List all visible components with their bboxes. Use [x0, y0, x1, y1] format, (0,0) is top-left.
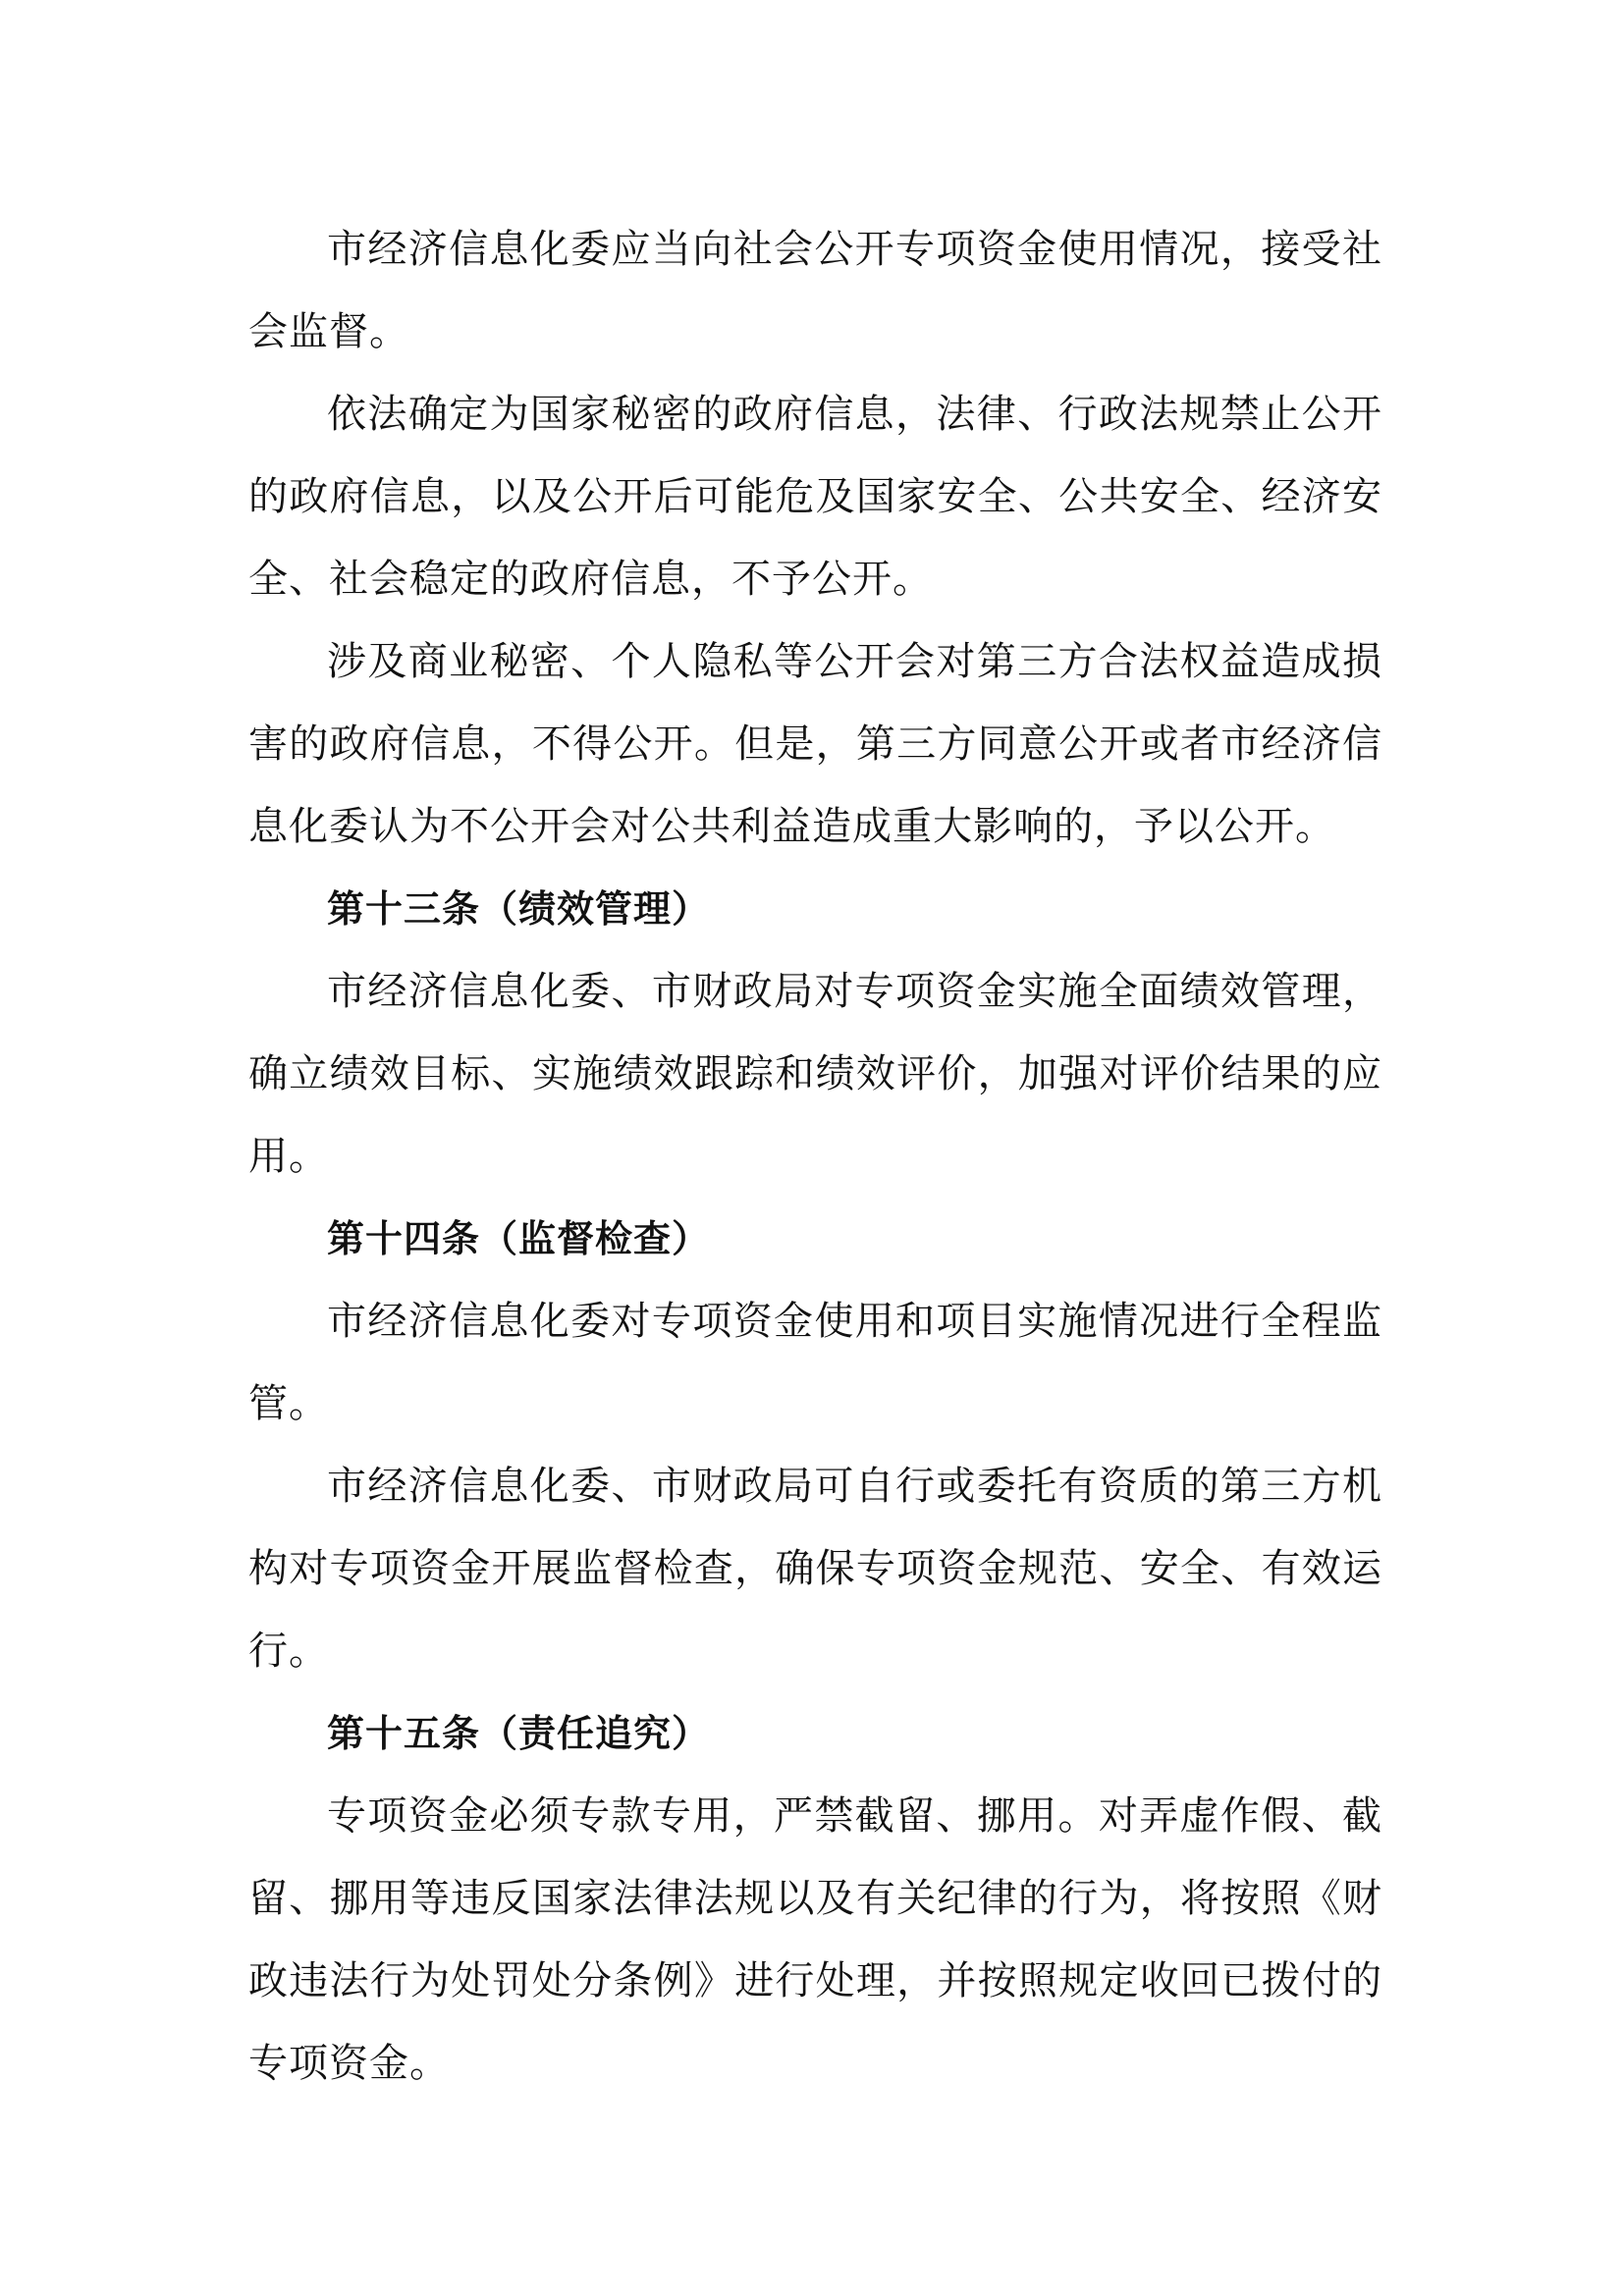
article-15-heading: 第十五条（责任追究） — [327, 1712, 711, 1755]
document-body — [248, 208, 1382, 2105]
paragraph-state-secrets: 依法确定为国家秘密的政府信息，法律、行政法规禁止公开的政府信息，以及公开后可能危及国家安全、公共安全、经济安全、社会稳定的政府信息，不予公开。 — [248, 392, 1382, 602]
paragraph-inspection: 市经济信息化委、市财政局可自行或委托有资质的第三方机构对专项资金开展监督检查，确保专项资金规范、安全、有效运行。 — [248, 1464, 1382, 1674]
paragraph-public-disclosure: 市经济信息化委应当向社会公开专项资金使用情况，接受社会监督。 — [248, 227, 1382, 354]
article-13-heading: 第十三条（绩效管理） — [327, 887, 711, 931]
article-14-heading: 第十四条（监督检查） — [327, 1217, 711, 1260]
paragraph-full-supervision: 市经济信息化委对专项资金使用和项目实施情况进行全程监管。 — [248, 1299, 1382, 1426]
paragraph-accountability: 专项资金必须专款专用，严禁截留、挪用。对弄虚作假、截留、挪用等违反国家法律法规以及有关纪律的行为，将按照《财政违法行为处罚处分条例》进行处理，并按照规定收回已拨付的专项资金。 — [248, 1793, 1382, 2086]
paragraph-third-party-privacy: 涉及商业秘密、个人隐私等公开会对第三方合法权益造成损害的政府信息，不得公开。但是，第三方同意公开或者市经济信息化委认为不公开会对公共利益造成重大影响的，予以公开。 — [248, 639, 1382, 849]
paragraph-performance-management: 市经济信息化委、市财政局对专项资金实施全面绩效管理，确立绩效目标、实施绩效跟踪和绩效评价，加强对评价结果的应用。 — [248, 969, 1382, 1179]
